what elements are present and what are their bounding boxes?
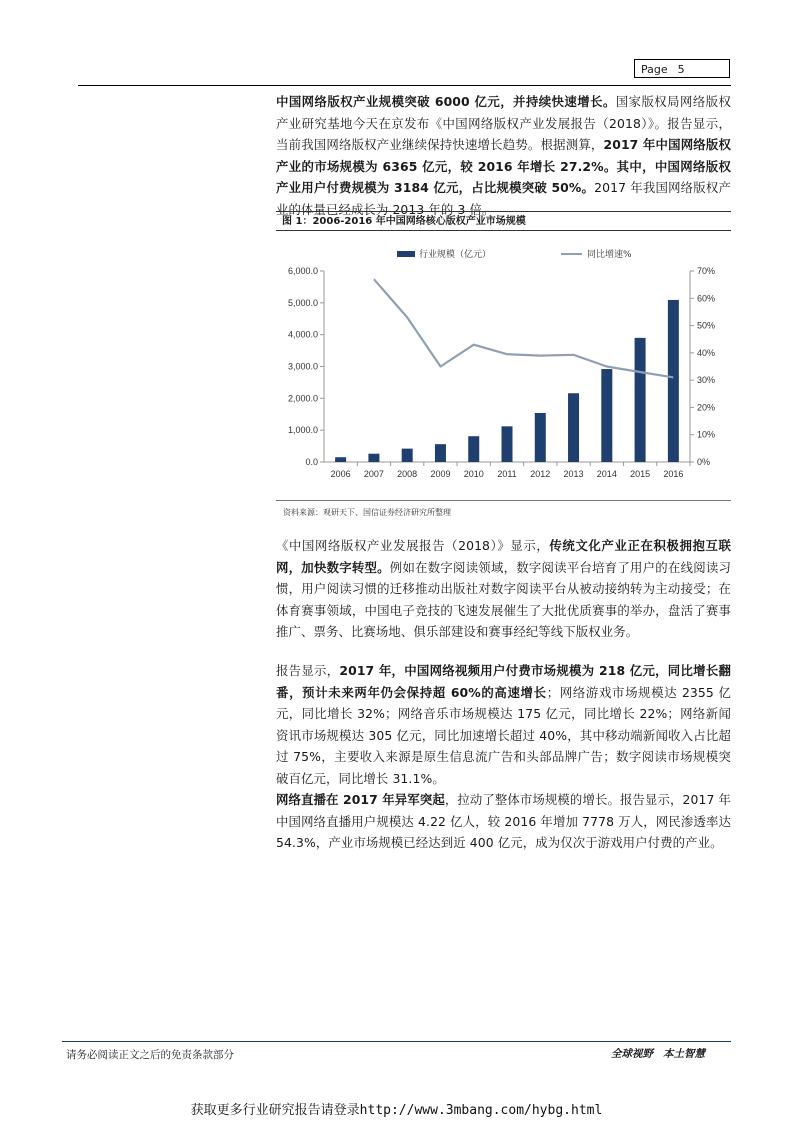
legend-line-label: 同比增速% — [587, 250, 632, 260]
bar-2012 — [535, 413, 546, 462]
x-tick-label: 2014 — [596, 469, 617, 479]
left-tick-label: 5,000.0 — [287, 297, 318, 308]
left-tick-label: 6,000.0 — [287, 266, 318, 276]
right-tick-label: 70% — [697, 266, 716, 276]
x-tick-label: 2015 — [630, 469, 651, 479]
page-number: 5 — [677, 63, 685, 76]
paragraph-segment: 国家版权局网络版权产业研究基地今天在京发布《中国网络版权产业发展报告（2018）》。报告显示，当前我国网络版权产业继续保持快速增长趋势。根据测算， — [276, 94, 732, 152]
right-tick-label: 50% — [697, 320, 716, 331]
footer-brand-1: 全球视野 — [611, 1048, 653, 1060]
paragraph-live-streaming — [276, 789, 731, 854]
x-tick-label: 2007 — [363, 469, 384, 479]
bar-2007 — [368, 454, 379, 462]
bar-2016 — [668, 300, 679, 462]
x-tick-label: 2016 — [663, 469, 684, 479]
bar-2006 — [335, 457, 346, 462]
left-tick-label: 3,000.0 — [287, 361, 318, 372]
legend-bar-swatch — [397, 251, 415, 257]
bar-2008 — [402, 449, 413, 462]
left-tick-label: 2,000.0 — [287, 393, 318, 404]
left-tick-label: 4,000.0 — [287, 329, 318, 340]
x-tick-label: 2009 — [430, 469, 451, 479]
paragraph-segment: ；网络游戏市场规模达 2355 亿元，同比增长 32%；网络音乐市场规模达 175 亿元，同比增长 22%；网络新闻资讯市场规模达 305 亿元，同比加速增长超过 40%，其中移动端新闻收入占比超过 75%，主要收入来源是原生信息流广告和头部品牌广告；数字阅读市场规模突破百亿元，同比增长 31.1%。 — [276, 684, 731, 786]
figure-title: 图 1：2006-2016 年中国网络核心版权产业市场规模 — [276, 211, 731, 231]
left-tick-label: 1,000.0 — [287, 425, 318, 436]
paragraph-segment: 中国网络版权产业规模突破 6000 亿元，并持续快速增长。 — [276, 94, 616, 109]
figure-bottom-rule — [276, 500, 731, 501]
footer-rule — [62, 1041, 731, 1042]
footer-disclaimer: 请务必阅读正文之后的免责条款部分 — [66, 1049, 234, 1061]
footer-brand — [611, 1046, 705, 1061]
paragraph-segment: 2017 年，中国网络视频用户付费市场规模为 218 亿元，同比增长翻番，预计未来两年仍会保持超 60%的高速增长 — [276, 663, 731, 700]
page-label: Page — [641, 63, 668, 76]
x-tick-label: 2008 — [397, 469, 418, 479]
paragraph-segment: 传统文化产业正在积极拥抱互联网，加快数字转型。 — [276, 538, 731, 575]
page-number-box — [634, 59, 730, 78]
x-tick-label: 2011 — [497, 469, 517, 479]
x-tick-label: 2013 — [563, 469, 584, 479]
x-tick-label: 2010 — [463, 469, 484, 479]
header-rule — [78, 85, 731, 86]
bar-2014 — [601, 369, 612, 462]
footer-brand-2: 本土智慧 — [663, 1048, 705, 1060]
paragraph-segment: 例如在数字阅读领域，数字阅读平台培育了用户的在线阅读习惯，用户阅读习惯的迁移推动出版社对数字阅读平台从被动接纳转为主动接受；在体育赛事领域，中国电子竞技的飞速发展催生了大批优质赛事的举办，盘活了赛事推广、票务、比赛场地、俱乐部建设和赛事经纪等线下版权业务。 — [276, 559, 732, 639]
growth-rate-line — [374, 279, 674, 377]
paragraph-segment: 《中国网络版权产业发展报告（2018）》显示， — [276, 538, 550, 553]
paragraph-segment: ，拉动了整体市场规模的增长。报告显示，2017 年中国网络直播用户规模达 4.22 亿人，较 2016 年增加 7778 万人，网民渗透率达 54.3%，产业市场规模已经达到近 400 亿元，成为仅次于游戏用户付费的产业。 — [276, 792, 731, 850]
paragraph-segment: 2017 年我国网络版权产业的体量已经成长为 2013 年的 3 倍。 — [276, 180, 732, 217]
paragraph-segment: 报告显示， — [276, 663, 340, 678]
paragraph-segment: 网络直播在 2017 年异军突起 — [276, 792, 445, 807]
bar-2015 — [635, 338, 646, 462]
legend-bar-label: 行业规模（亿元） — [419, 250, 492, 260]
right-tick-label: 30% — [697, 375, 716, 386]
paragraph-digital-transformation — [276, 535, 731, 643]
left-tick-label: 0.0 — [305, 457, 318, 467]
right-tick-label: 20% — [697, 402, 716, 413]
bar-2010 — [468, 436, 479, 462]
paragraph-segment-markets — [276, 660, 731, 789]
x-tick-label: 2006 — [330, 469, 351, 479]
bar-2013 — [568, 393, 579, 462]
market-size-chart — [276, 236, 731, 498]
right-tick-label: 60% — [697, 293, 716, 304]
figure-source: 资料来源：观研天下、国信证券经济研究所整理 — [283, 508, 451, 517]
right-tick-label: 10% — [697, 429, 716, 440]
paragraph-copyright-scale — [276, 91, 731, 220]
right-tick-label: 0% — [697, 457, 711, 467]
bar-2011 — [502, 426, 513, 462]
right-tick-label: 40% — [697, 347, 716, 358]
promo-link-text[interactable]: 获取更多行业研究报告请登录http://www.3mbang.com/hybg.html — [190, 1103, 603, 1118]
x-tick-label: 2012 — [530, 469, 551, 479]
bar-2009 — [435, 444, 446, 462]
paragraph-segment: 2017 年中国网络版权产业的市场规模为 6365 亿元，较 2016 年增长 27.2%。其中，中国网络版权产业用户付费规模为 3184 亿元，占比规模突破 50%。 — [276, 137, 731, 195]
